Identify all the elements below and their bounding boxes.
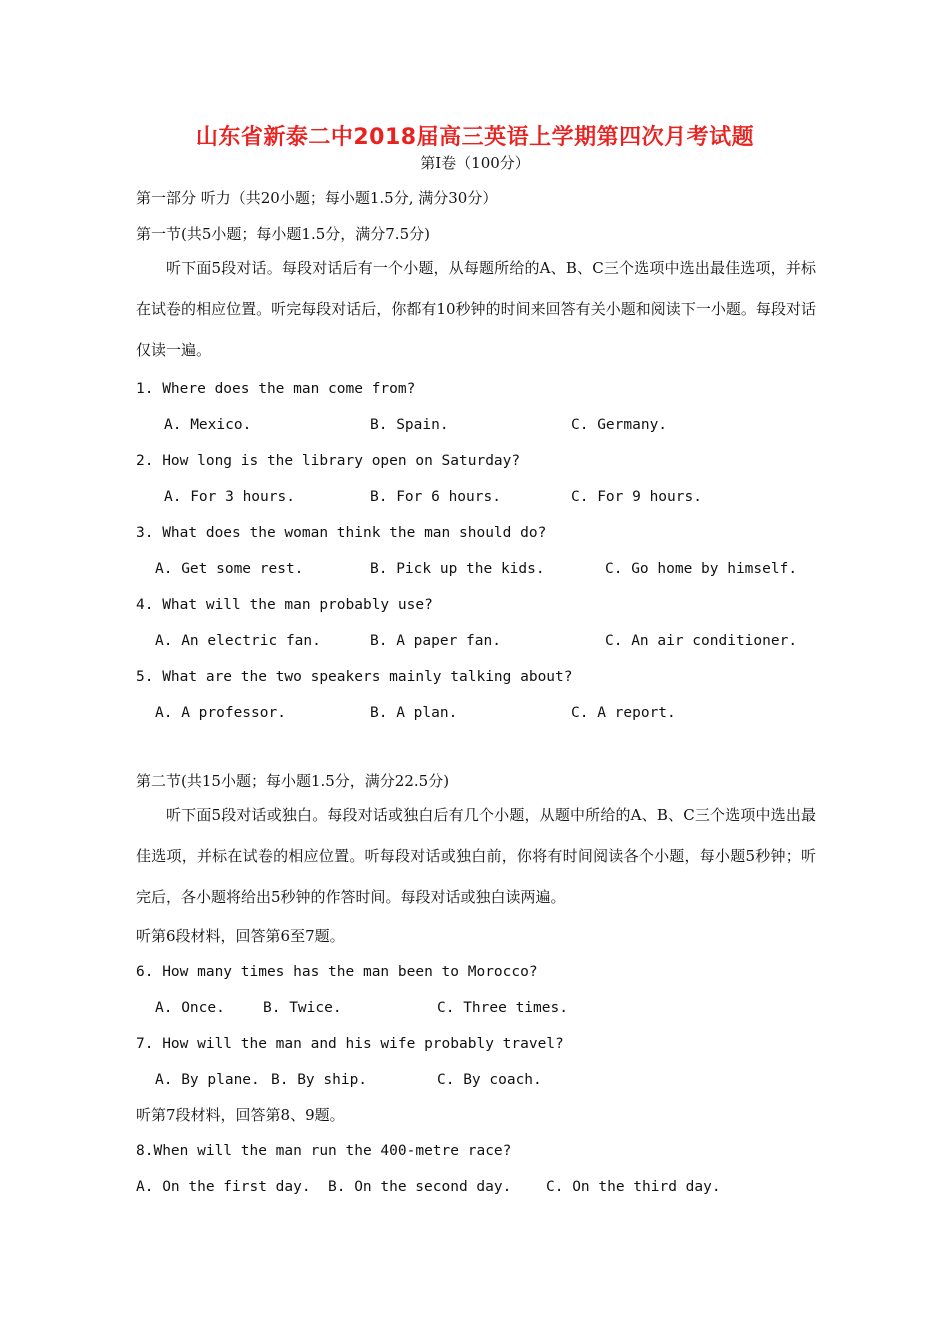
option-b: B. For 6 hours. [370,489,501,505]
option-c: C. On the third day. [546,1179,721,1195]
question-text: 6. How many times has the man been to Morocco? [136,964,538,980]
section-heading: 第二节(共15小题；每小题1.5分，满分22.5分) [136,772,450,790]
page-title: 山东省新泰二中2018届高三英语上学期第四次月考试题 [195,125,755,150]
question-text: 4. What will the man probably use? [136,597,433,613]
section-heading: 第一节(共5小题；每小题1.5分，满分7.5分) [136,225,430,243]
material-note: 听第6段材料，回答第6至7题。 [136,927,345,945]
question-text: 2. How long is the library open on Saturday? [136,453,521,469]
option-c: C. For 9 hours. [571,489,702,505]
question-text: 1. Where does the man come from? [136,381,416,397]
section-instructions: 听下面5段对话或独白。每段对话或独白后有几个小题，从题中所给的A、B、C三个选项中选出最佳选项，并标在试卷的相应位置。听每段对话或独白前，你将有时间阅读各个小题，每小题5秒钟；听完后，各小题将给出5秒钟的作答时间。每段对话或独白读两遍。 [136,806,816,906]
option-a: A. An electric fan. [155,633,321,649]
option-c: C. A report. [571,705,676,721]
option-a: A. A professor. [155,705,286,721]
option-c: C. Go home by himself. [605,561,798,577]
option-a: A. By plane. [155,1072,260,1088]
option-c: C. An air conditioner. [605,633,798,649]
option-c: C. Three times. [437,1000,568,1016]
option-a: A. On the first day. [136,1179,311,1195]
option-b: B. Twice. [263,1000,342,1016]
option-a: A. Mexico. [164,417,252,433]
option-b: B. On the second day. [328,1179,512,1195]
section-instructions: 听下面5段对话。每段对话后有一个小题，从每题所给的A、B、C三个选项中选出最佳选项，并标在试卷的相应位置。听完每段对话后，你都有10秒钟的时间来回答有关小题和阅读下一小题。每段对话仅读一遍。 [136,259,816,359]
option-b: B. A plan. [370,705,458,721]
option-b: B. By ship. [271,1072,368,1088]
volume-subtitle: 第I卷（100分） [420,154,530,172]
question-text: 5. What are the two speakers mainly talking about? [136,669,573,685]
option-a: A. For 3 hours. [164,489,295,505]
option-b: B. Spain. [370,417,449,433]
material-note: 听第7段材料，回答第8、9题。 [136,1106,345,1124]
option-c: C. By coach. [437,1072,542,1088]
option-a: A. Once. [155,1000,225,1016]
question-text: 3. What does the woman think the man should do? [136,525,547,541]
question-text: 7. How will the man and his wife probably travel? [136,1036,564,1052]
option-b: B. A paper fan. [370,633,501,649]
part-heading: 第一部分 听力（共20小题；每小题1.5分, 满分30分） [136,189,498,207]
option-c: C. Germany. [571,417,668,433]
option-b: B. Pick up the kids. [370,561,545,577]
question-text: 8.When will the man run the 400-metre race? [136,1143,512,1159]
option-a: A. Get some rest. [155,561,304,577]
